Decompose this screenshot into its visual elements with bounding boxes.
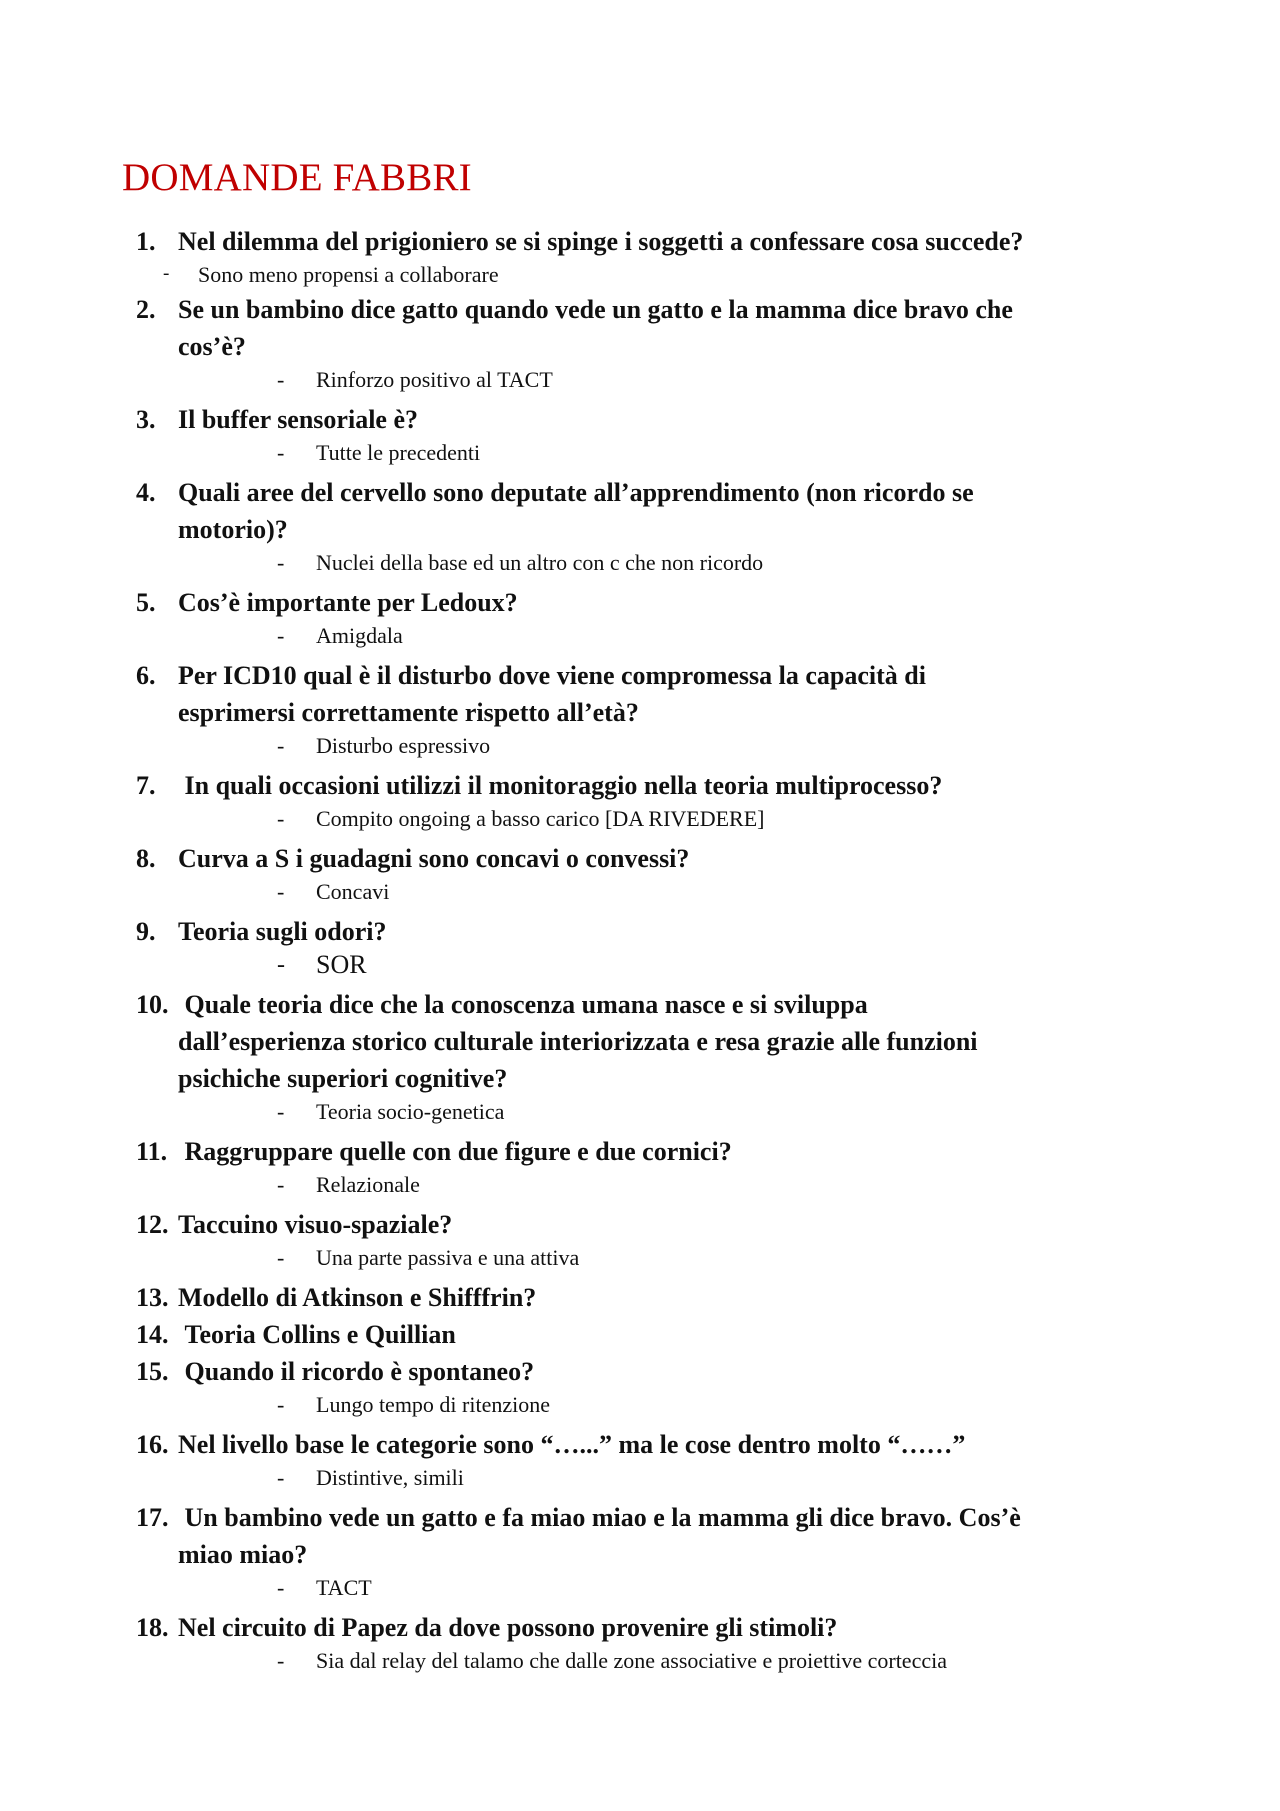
question-number: 2.	[136, 295, 156, 324]
question-item	[136, 767, 1176, 840]
answer-text: SOR	[316, 950, 367, 979]
question	[136, 657, 1176, 731]
question	[136, 1609, 1176, 1646]
answer-text: Amigdala	[316, 623, 403, 648]
question	[136, 223, 1176, 260]
answer	[136, 621, 1176, 657]
answer-bullet: -	[163, 263, 170, 284]
question	[136, 474, 1176, 548]
answer-bullet: -	[277, 952, 285, 978]
question	[136, 401, 1176, 438]
answer-text: Lungo tempo di ritenzione	[316, 1392, 550, 1417]
question-item	[136, 840, 1176, 913]
question	[136, 584, 1176, 621]
question-text: Cos’è importante per Ledoux?	[178, 588, 518, 617]
answer-bullet: -	[277, 879, 285, 904]
answer-text: Tutte le precedenti	[316, 440, 481, 465]
question-list	[136, 223, 1176, 1682]
question	[136, 1206, 1176, 1243]
answer	[136, 1170, 1176, 1206]
question-number: 11.	[136, 1137, 168, 1166]
question-number: 12.	[136, 1210, 169, 1239]
answer-text: Rinforzo positivo al TACT	[316, 367, 553, 392]
question-item	[136, 401, 1176, 474]
answer-bullet: -	[277, 1648, 285, 1673]
answer-bullet: -	[277, 1245, 285, 1270]
answer-bullet: -	[277, 1575, 285, 1600]
question-number: 7.	[136, 771, 156, 800]
question-item	[136, 1316, 1176, 1353]
answer	[136, 1646, 1176, 1682]
answer	[136, 260, 1176, 291]
question-number: 15.	[136, 1357, 169, 1386]
question-number: 18.	[136, 1613, 169, 1642]
answer-text: Sono meno propensi a collaborare	[198, 262, 499, 287]
answer	[136, 877, 1176, 913]
question-text: Quale teoria dice che la conoscenza umana nasce e si sviluppa dall’esperienza storico culturale interiorizzata e resa grazie alle funzioni psichiche superiori cognitive?	[178, 990, 978, 1093]
question-item	[136, 584, 1176, 657]
question	[136, 291, 1176, 365]
question	[136, 840, 1176, 877]
question-text: Il buffer sensoriale è?	[178, 405, 418, 434]
answer	[136, 1573, 1176, 1609]
question-item	[136, 1279, 1176, 1316]
question-text: Modello di Atkinson e Shifffrin?	[178, 1283, 537, 1312]
question-item	[136, 986, 1176, 1133]
answer-bullet: -	[277, 1172, 285, 1197]
question	[136, 913, 1176, 950]
question-text: Raggruppare quelle con due figure e due cornici?	[178, 1137, 732, 1166]
answer	[136, 548, 1176, 584]
answer-bullet: -	[277, 623, 285, 648]
question-text: Nel livello base le categorie sono “…...” ma le cose dentro molto “……”	[178, 1430, 966, 1459]
question-number: 8.	[136, 844, 156, 873]
answer-text: Una parte passiva e una attiva	[316, 1245, 580, 1270]
answer-bullet: -	[277, 806, 285, 831]
question-text: Curva a S i guadagni sono concavi o convessi?	[178, 844, 690, 873]
question-item	[136, 657, 1176, 767]
question-item	[136, 1133, 1176, 1206]
answer-bullet: -	[277, 1392, 285, 1417]
answer-text: Nuclei della base ed un altro con c che non ricordo	[316, 550, 764, 575]
answer-text: Disturbo espressivo	[316, 733, 491, 758]
question	[136, 1426, 1176, 1463]
answer-text: Compito ongoing a basso carico [DA RIVEDERE]	[316, 806, 765, 831]
question-item	[136, 1426, 1176, 1499]
answer-bullet: -	[277, 550, 285, 575]
question-text: Nel circuito di Papez da dove possono provenire gli stimoli?	[178, 1613, 838, 1642]
question-item	[136, 1353, 1176, 1426]
question-text: Teoria Collins e Quillian	[178, 1320, 456, 1349]
question-number: 14.	[136, 1320, 169, 1349]
question-text: Teoria sugli odori?	[178, 917, 387, 946]
question-number: 4.	[136, 478, 156, 507]
answer	[136, 1390, 1176, 1426]
question	[136, 1316, 1176, 1353]
question-text: Taccuino visuo-spaziale?	[178, 1210, 453, 1239]
question	[136, 1353, 1176, 1390]
answer-text: Relazionale	[316, 1172, 420, 1197]
question-text: Quando il ricordo è spontaneo?	[178, 1357, 535, 1386]
answer	[136, 731, 1176, 767]
question-number: 6.	[136, 661, 156, 690]
answer-text: Sia dal relay del talamo che dalle zone associative e proiettive corteccia	[316, 1648, 947, 1673]
answer	[136, 950, 1176, 986]
answer	[136, 1097, 1176, 1133]
question-text: Quali aree del cervello sono deputate all’apprendimento (non ricordo se motorio)?	[178, 478, 974, 544]
question-item	[136, 1206, 1176, 1279]
question-item	[136, 291, 1176, 401]
question-number: 5.	[136, 588, 156, 617]
answer	[136, 1243, 1176, 1279]
answer-text: TACT	[316, 1575, 372, 1600]
question	[136, 1279, 1176, 1316]
question-item	[136, 1609, 1176, 1682]
question-number: 9.	[136, 917, 156, 946]
question-text: Un bambino vede un gatto e fa miao miao e la mamma gli dice bravo. Cos’è miao miao?	[178, 1503, 1021, 1569]
answer	[136, 1463, 1176, 1499]
question-text: Se un bambino dice gatto quando vede un gatto e la mamma dice bravo che cos’è?	[178, 295, 1013, 361]
answer	[136, 804, 1176, 840]
question-item	[136, 1499, 1176, 1609]
question-number: 1.	[136, 227, 156, 256]
question	[136, 1133, 1176, 1170]
answer-bullet: -	[277, 367, 285, 392]
answer-text: Distintive, simili	[316, 1465, 464, 1490]
question-text: Per ICD10 qual è il disturbo dove viene compromessa la capacità di esprimersi correttamente rispetto all’età?	[178, 661, 926, 727]
answer-bullet: -	[277, 1099, 285, 1124]
answer-bullet: -	[277, 733, 285, 758]
question-text: Nel dilemma del prigioniero se si spinge i soggetti a confessare cosa succede?	[178, 227, 1024, 256]
question-item	[136, 223, 1176, 291]
question-number: 10.	[136, 990, 169, 1019]
answer	[136, 365, 1176, 401]
page-title: DOMANDE FABBRI	[122, 156, 472, 199]
answer-bullet: -	[277, 1465, 285, 1490]
question-text: In quali occasioni utilizzi il monitoraggio nella teoria multiprocesso?	[178, 771, 943, 800]
question	[136, 767, 1176, 804]
answer-text: Teoria socio-genetica	[316, 1099, 505, 1124]
question-number: 16.	[136, 1430, 169, 1459]
question-item	[136, 474, 1176, 584]
question	[136, 986, 1176, 1097]
answer	[136, 438, 1176, 474]
question-number: 13.	[136, 1283, 169, 1312]
answer-text: Concavi	[316, 879, 390, 904]
question-item	[136, 913, 1176, 986]
question-number: 3.	[136, 405, 156, 434]
question	[136, 1499, 1176, 1573]
answer-bullet: -	[277, 440, 285, 465]
question-number: 17.	[136, 1503, 169, 1532]
